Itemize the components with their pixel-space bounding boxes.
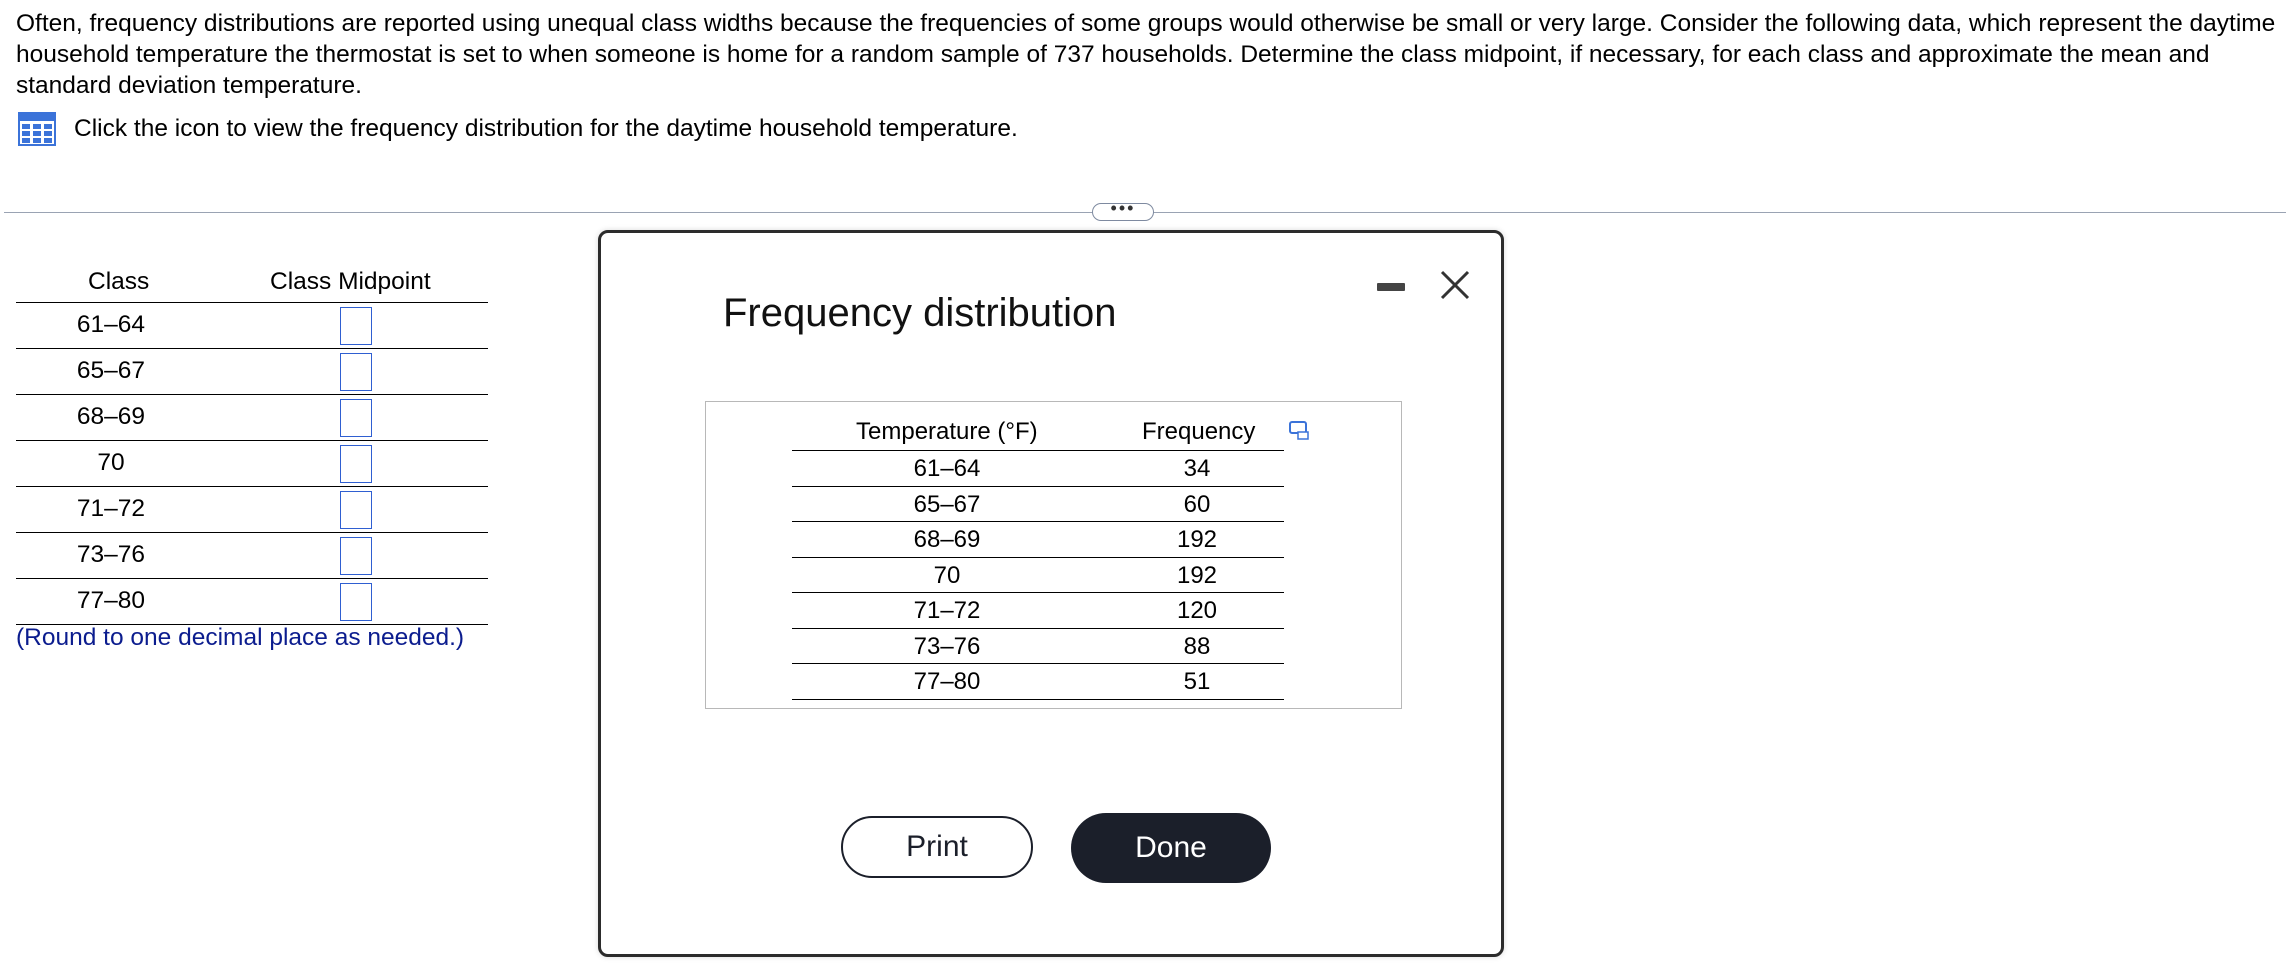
table-icon[interactable] xyxy=(18,112,56,146)
midpoint-input[interactable] xyxy=(340,583,372,621)
temperature-cell: 71–72 xyxy=(913,597,981,624)
table-row xyxy=(792,451,1284,487)
frequency-distribution-dialog xyxy=(598,230,1504,957)
frequency-cell: 34 xyxy=(1183,455,1211,482)
close-icon[interactable] xyxy=(1437,267,1473,303)
table-row xyxy=(792,522,1284,558)
temperature-cell: 65–67 xyxy=(913,490,981,518)
temperature-cell: 61–64 xyxy=(913,455,981,482)
table-row xyxy=(792,593,1284,629)
class-label: 70 xyxy=(97,449,125,476)
frequency-cell: 60 xyxy=(1183,490,1211,518)
frequency-cell: 88 xyxy=(1183,632,1211,660)
table-row xyxy=(16,579,488,625)
midpoint-input[interactable] xyxy=(340,445,372,483)
icon-prompt-text: Click the icon to view the frequency distribution for the daytime household temperature. xyxy=(74,115,1018,142)
table-row xyxy=(16,395,488,441)
header-frequency: Frequency xyxy=(1142,418,1256,445)
frequency-table xyxy=(792,410,1284,700)
class-label: 65–67 xyxy=(76,357,146,384)
frequency-table-header xyxy=(792,410,1284,451)
answer-table xyxy=(16,266,488,625)
question-text: Often, frequency distributions are reported using unequal class widths because the frequencies of some groups would otherwise be small or very large. Consider the following data, which represent the daytime household temperature the thermostat is set to when someone is home for a random sample of 737 households. Determine the class midpoint, if necessary, for each class and approximate the mean and standard deviation temperature. xyxy=(16,10,2276,99)
midpoint-input[interactable] xyxy=(340,491,372,529)
temperature-cell: 73–76 xyxy=(913,632,981,660)
minimize-icon[interactable] xyxy=(1377,283,1405,291)
table-row xyxy=(16,303,488,349)
icon-prompt-line xyxy=(18,112,1018,146)
class-label: 71–72 xyxy=(76,495,146,522)
copy-to-clipboard-icon[interactable] xyxy=(1288,420,1312,442)
rounding-note: (Round to one decimal place as needed.) xyxy=(16,624,465,651)
midpoint-input[interactable] xyxy=(340,399,372,437)
class-label: 73–76 xyxy=(76,541,146,568)
class-label: 77–80 xyxy=(76,587,146,614)
frequency-cell: 192 xyxy=(1176,526,1218,553)
table-row xyxy=(792,487,1284,523)
answer-table-header xyxy=(16,266,488,303)
class-label: 61–64 xyxy=(76,311,146,338)
table-row xyxy=(792,664,1284,700)
frequency-cell: 120 xyxy=(1176,597,1218,624)
header-class: Class xyxy=(88,268,150,295)
table-row xyxy=(16,441,488,487)
frequency-cell: 51 xyxy=(1183,668,1211,695)
done-button[interactable]: Done xyxy=(1071,813,1271,883)
temperature-cell: 68–69 xyxy=(913,526,981,553)
table-row xyxy=(792,629,1284,665)
table-row xyxy=(16,533,488,579)
table-row xyxy=(792,558,1284,594)
table-row xyxy=(16,487,488,533)
midpoint-input[interactable] xyxy=(340,353,372,391)
header-class-midpoint: Class Midpoint xyxy=(270,268,431,295)
frequency-table-container xyxy=(705,401,1402,709)
dialog-title: Frequency distribution xyxy=(723,291,1117,335)
midpoint-input[interactable] xyxy=(340,307,372,345)
midpoint-input[interactable] xyxy=(340,537,372,575)
temperature-cell: 77–80 xyxy=(913,668,981,695)
header-temperature: Temperature (°F) xyxy=(856,418,1038,445)
class-label: 68–69 xyxy=(76,403,146,430)
table-row xyxy=(16,349,488,395)
temperature-cell: 70 xyxy=(933,561,961,589)
print-button[interactable]: Print xyxy=(841,816,1033,878)
more-options-button[interactable]: ••• xyxy=(1092,203,1154,221)
frequency-cell: 192 xyxy=(1176,561,1218,589)
